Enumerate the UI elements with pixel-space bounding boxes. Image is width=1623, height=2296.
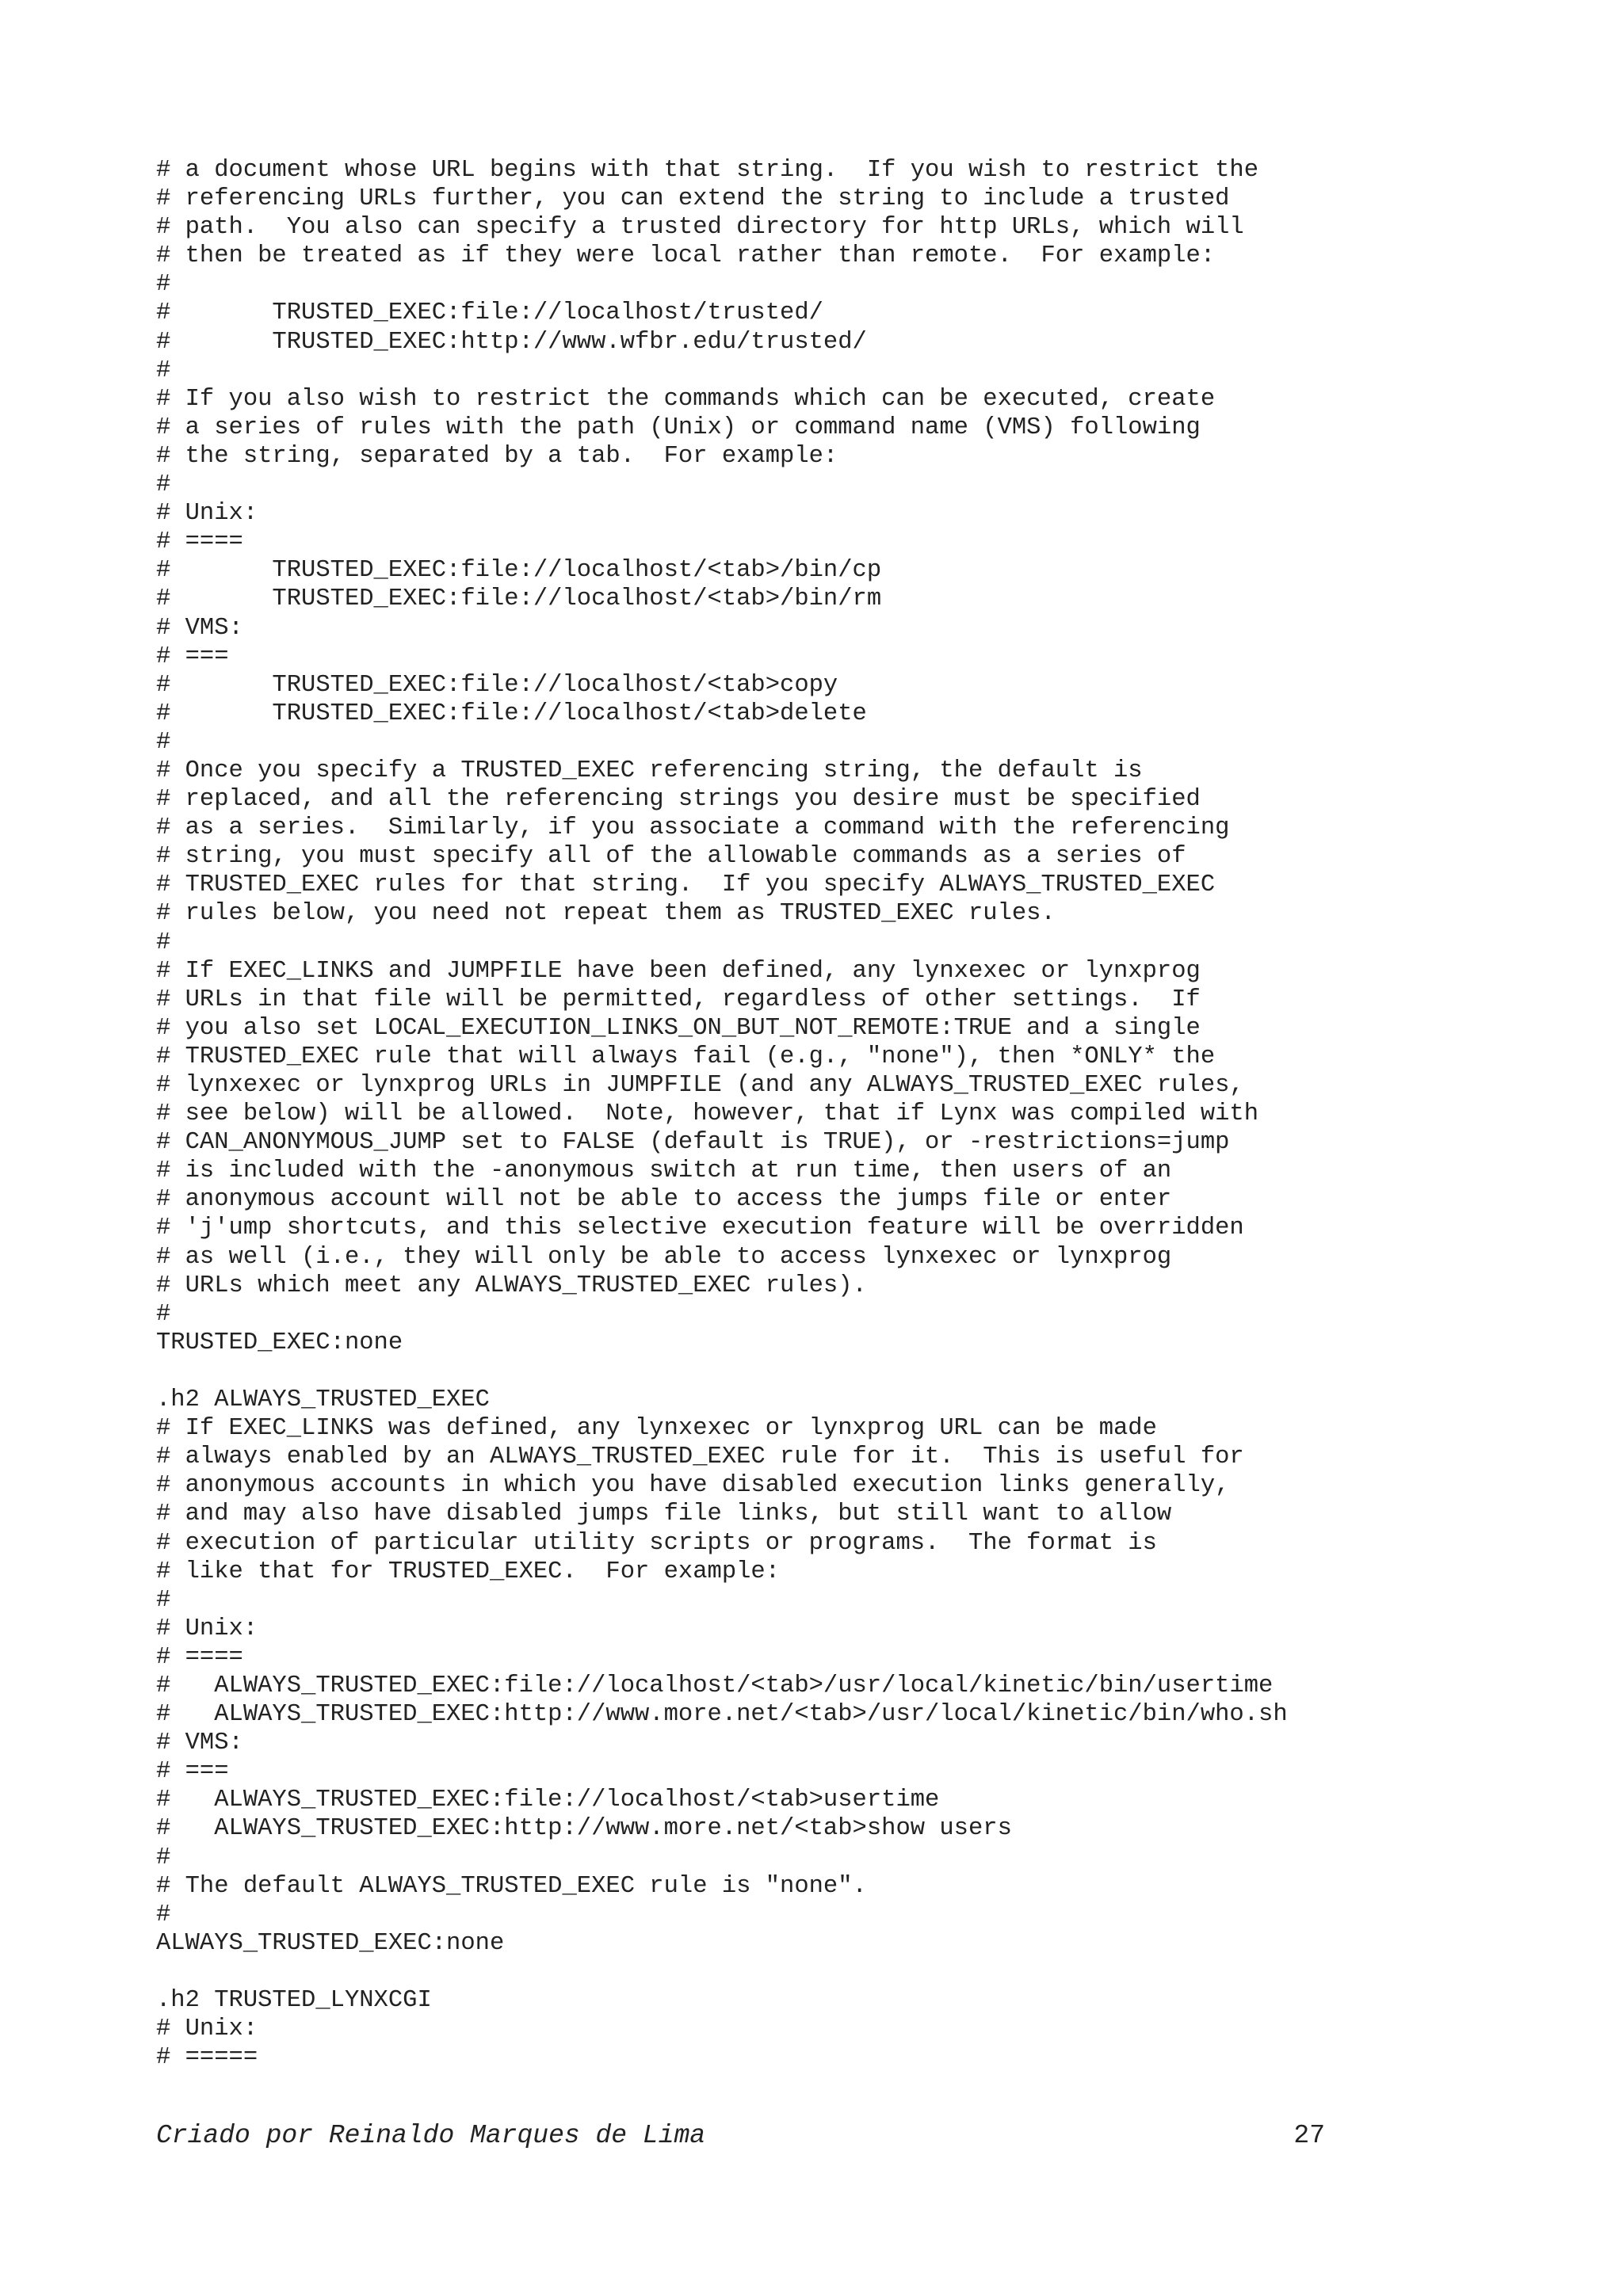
text-line: # xyxy=(156,1901,171,1928)
text-line: # rules below, you need not repeat them as TRUSTED_EXEC rules. xyxy=(156,900,1056,928)
text-line: # TRUSTED_EXEC:file://localhost/<tab>/bin/cp xyxy=(156,557,882,585)
text-line: # then be treated as if they were local rather than remote. For example: xyxy=(156,242,1216,270)
text-line: # TRUSTED_EXEC rule that will always fail (e.g., "none"), then *ONLY* the xyxy=(156,1043,1216,1070)
text-line: # xyxy=(156,728,171,756)
text-line: # If EXEC_LINKS was defined, any lynxexec or lynxprog URL can be made xyxy=(156,1415,1157,1443)
text-line: # as a series. Similarly, if you associate a command with the referencing xyxy=(156,814,1230,842)
text-line: # xyxy=(156,357,171,384)
text-line: # execution of particular utility scripts or programs. The format is xyxy=(156,1529,1157,1557)
text-line: # ALWAYS_TRUSTED_EXEC:file://localhost/<tab>/usr/local/kinetic/bin/usertime xyxy=(156,1672,1274,1699)
text-line: # Once you specify a TRUSTED_EXEC referencing string, the default is xyxy=(156,757,1143,784)
text-line: # ==== xyxy=(156,528,243,556)
text-line: # see below) will be allowed. Note, however, that if Lynx was compiled with xyxy=(156,1100,1259,1128)
text-line: # Unix: xyxy=(156,1615,258,1642)
text-line: # ==== xyxy=(156,1643,243,1671)
text-line: # and may also have disabled jumps file links, but still want to allow xyxy=(156,1501,1172,1528)
text-line: ALWAYS_TRUSTED_EXEC:none xyxy=(156,1929,505,1957)
text-line: # === xyxy=(156,643,229,670)
text-line: # anonymous account will not be able to access the jumps file or enter xyxy=(156,1186,1172,1214)
text-line: # lynxexec or lynxprog URLs in JUMPFILE (and any ALWAYS_TRUSTED_EXEC rules, xyxy=(156,1072,1244,1099)
text-line: # TRUSTED_EXEC:http://www.wfbr.edu/trusted/ xyxy=(156,328,867,356)
text-line: # ===== xyxy=(156,2044,258,2072)
text-line: # xyxy=(156,1844,171,1871)
text-line: # TRUSTED_EXEC:file://localhost/trusted/ xyxy=(156,299,823,327)
text-line: # like that for TRUSTED_EXEC. For example: xyxy=(156,1558,781,1585)
text-line: # a document whose URL begins with that string. If you wish to restrict the xyxy=(156,157,1259,184)
text-line: .h2 TRUSTED_LYNXCGI xyxy=(156,1987,432,2014)
text-line: # replaced, and all the referencing strings you desire must be specified xyxy=(156,786,1201,814)
text-line: # 'j'ump shortcuts, and this selective execution feature will be overridden xyxy=(156,1215,1244,1242)
text-line: # string, you must specify all of the allowable commands as a series of xyxy=(156,843,1186,871)
text-line: # Unix: xyxy=(156,2016,258,2043)
text-line: # as well (i.e., they will only be able to access lynxexec or lynxprog xyxy=(156,1243,1172,1271)
text-line: # If you also wish to restrict the commands which can be executed, create xyxy=(156,385,1216,413)
text-line: # xyxy=(156,1300,171,1328)
text-line: # you also set LOCAL_EXECUTION_LINKS_ON_BUT_NOT_REMOTE:TRUE and a single xyxy=(156,1014,1201,1042)
text-line: # ALWAYS_TRUSTED_EXEC:http://www.more.net/<tab>show users xyxy=(156,1815,1012,1843)
text-line: # xyxy=(156,1586,171,1614)
text-line xyxy=(156,1357,1503,1386)
text-line: # CAN_ANONYMOUS_JUMP set to FALSE (default is TRUE), or -restrictions=jump xyxy=(156,1129,1230,1157)
text-line: # is included with the -anonymous switch at run time, then users of an xyxy=(156,1158,1172,1185)
text-line xyxy=(156,1958,1503,1986)
text-line: # Unix: xyxy=(156,500,258,528)
text-line: # URLs which meet any ALWAYS_TRUSTED_EXEC rules). xyxy=(156,1272,867,1299)
text-line: # xyxy=(156,271,171,299)
text-line: # a series of rules with the path (Unix) or command name (VMS) following xyxy=(156,414,1201,441)
text-line: # The default ALWAYS_TRUSTED_EXEC rule is "none". xyxy=(156,1872,867,1900)
text-line: .h2 ALWAYS_TRUSTED_EXEC xyxy=(156,1386,490,1414)
text-line: # xyxy=(156,929,171,956)
page-number: 27 xyxy=(1293,2121,1325,2150)
text-line: # TRUSTED_EXEC:file://localhost/<tab>delete xyxy=(156,700,867,727)
text-line: # always enabled by an ALWAYS_TRUSTED_EXEC rule for it. This is useful for xyxy=(156,1444,1244,1471)
text-line: # VMS: xyxy=(156,614,243,642)
text-line: # VMS: xyxy=(156,1730,243,1757)
text-line: # === xyxy=(156,1758,229,1786)
footer-author: Criado por Reinaldo Marques de Lima xyxy=(156,2121,706,2150)
text-line: # ALWAYS_TRUSTED_EXEC:file://localhost/<tab>usertime xyxy=(156,1787,940,1814)
text-line: TRUSTED_EXEC:none xyxy=(156,1329,403,1356)
text-line: # the string, separated by a tab. For example: xyxy=(156,442,838,470)
text-line: # ALWAYS_TRUSTED_EXEC:http://www.more.net/<tab>/usr/local/kinetic/bin/who.sh xyxy=(156,1701,1288,1729)
text-line: # anonymous accounts in which you have disabled execution links generally, xyxy=(156,1472,1230,1500)
config-text-block xyxy=(156,156,1503,2072)
text-line: # TRUSTED_EXEC:file://localhost/<tab>/bin/rm xyxy=(156,585,882,613)
text-line: # referencing URLs further, you can extend the string to include a trusted xyxy=(156,185,1230,213)
text-line: # TRUSTED_EXEC rules for that string. If you specify ALWAYS_TRUSTED_EXEC xyxy=(156,871,1216,899)
text-line: # path. You also can specify a trusted directory for http URLs, which will xyxy=(156,214,1244,242)
text-line: # URLs in that file will be permitted, regardless of other settings. If xyxy=(156,986,1201,1013)
text-line: # xyxy=(156,471,171,499)
text-line: # If EXEC_LINKS and JUMPFILE have been defined, any lynxexec or lynxprog xyxy=(156,957,1201,985)
text-line: # TRUSTED_EXEC:file://localhost/<tab>copy xyxy=(156,671,838,699)
